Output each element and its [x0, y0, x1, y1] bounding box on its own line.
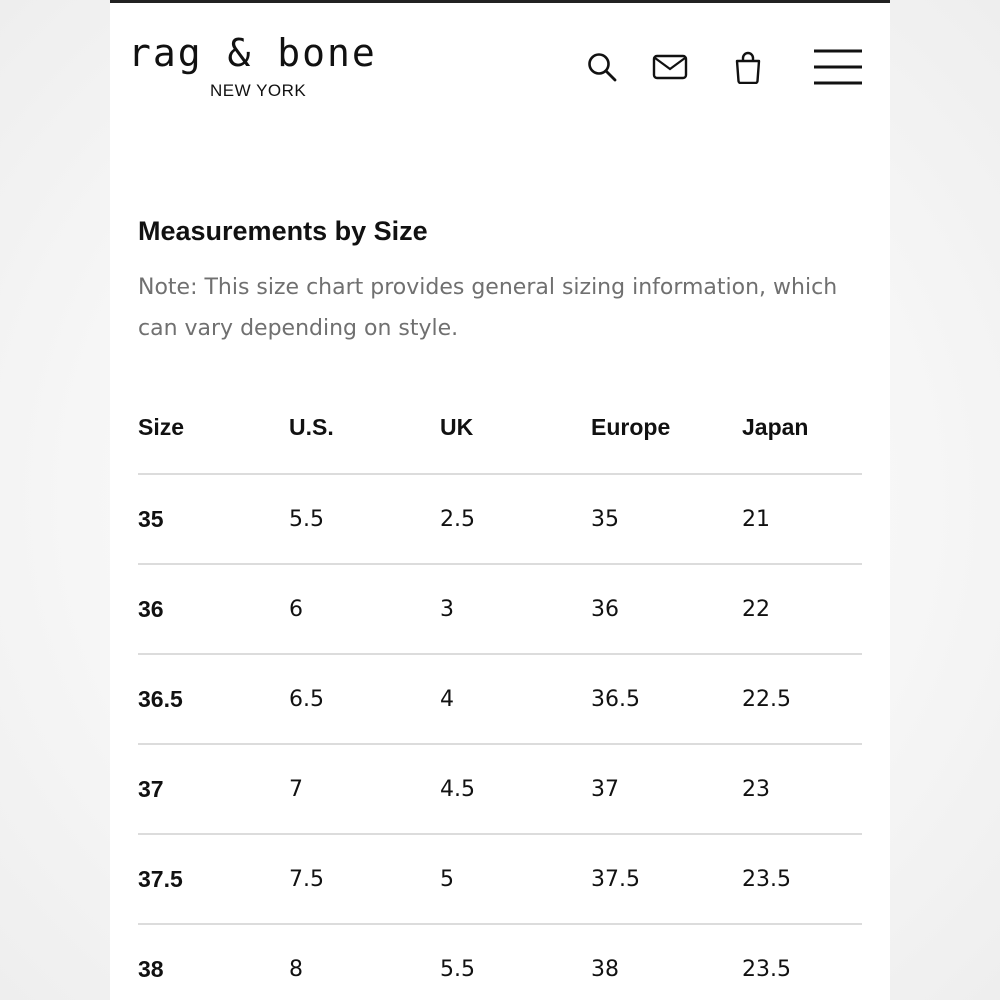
japan-cell: 23.5: [742, 834, 862, 924]
europe-cell: 36.5: [591, 654, 742, 744]
us-cell: 7.5: [289, 834, 440, 924]
menu-icon: [813, 47, 863, 87]
japan-cell: 21: [742, 474, 862, 564]
japan-cell: 22: [742, 564, 862, 654]
europe-cell: 37.5: [591, 834, 742, 924]
size-table: [138, 381, 862, 1000]
europe-cell: 36: [591, 564, 742, 654]
table-row: [138, 744, 862, 834]
europe-cell: 38: [591, 924, 742, 1000]
table-row: [138, 834, 862, 924]
uk-cell: 2.5: [440, 474, 591, 564]
japan-cell: 22.5: [742, 654, 862, 744]
size-note: Note: This size chart provides general sizing information, which can vary depending on style.: [138, 275, 838, 341]
us-cell: 8: [289, 924, 440, 1000]
column-header-uk: UK: [440, 381, 591, 474]
search-button[interactable]: [582, 47, 622, 87]
section-title: Measurements by Size: [138, 216, 428, 246]
column-header-japan: Japan: [742, 381, 862, 474]
size-chart-section: [138, 203, 862, 1000]
uk-cell: 4.5: [440, 744, 591, 834]
size-cell: 36.5: [138, 654, 289, 744]
us-cell: 7: [289, 744, 440, 834]
logo-wordmark: rag & bone: [128, 31, 377, 75]
size-cell: 36: [138, 564, 289, 654]
size-cell: 37: [138, 744, 289, 834]
table-header-row: [138, 381, 862, 474]
uk-cell: 3: [440, 564, 591, 654]
table-row: [138, 924, 862, 1000]
uk-cell: 4: [440, 654, 591, 744]
europe-cell: 37: [591, 744, 742, 834]
size-cell: 37.5: [138, 834, 289, 924]
japan-cell: 23: [742, 744, 862, 834]
logo-tagline: NEW YORK: [210, 81, 307, 100]
size-cell: 35: [138, 474, 289, 564]
table-row: [138, 564, 862, 654]
europe-cell: 35: [591, 474, 742, 564]
cart-button[interactable]: [728, 47, 768, 87]
us-cell: 6: [289, 564, 440, 654]
us-cell: 5.5: [289, 474, 440, 564]
column-header-us: U.S.: [289, 381, 440, 474]
uk-cell: 5.5: [440, 924, 591, 1000]
search-icon: [586, 51, 618, 83]
shopping-bag-icon: [732, 50, 764, 84]
site-header: [110, 3, 890, 113]
column-header-europe: Europe: [591, 381, 742, 474]
us-cell: 6.5: [289, 654, 440, 744]
table-row: [138, 474, 862, 564]
contact-button[interactable]: [650, 47, 690, 87]
table-row: [138, 654, 862, 744]
uk-cell: 5: [440, 834, 591, 924]
mobile-page: [110, 0, 890, 1000]
menu-button[interactable]: [810, 43, 866, 91]
column-header-size: Size: [138, 381, 289, 474]
mail-icon: [652, 53, 688, 81]
japan-cell: 23.5: [742, 924, 862, 1000]
size-cell: 38: [138, 924, 289, 1000]
brand-logo[interactable]: [128, 31, 418, 101]
